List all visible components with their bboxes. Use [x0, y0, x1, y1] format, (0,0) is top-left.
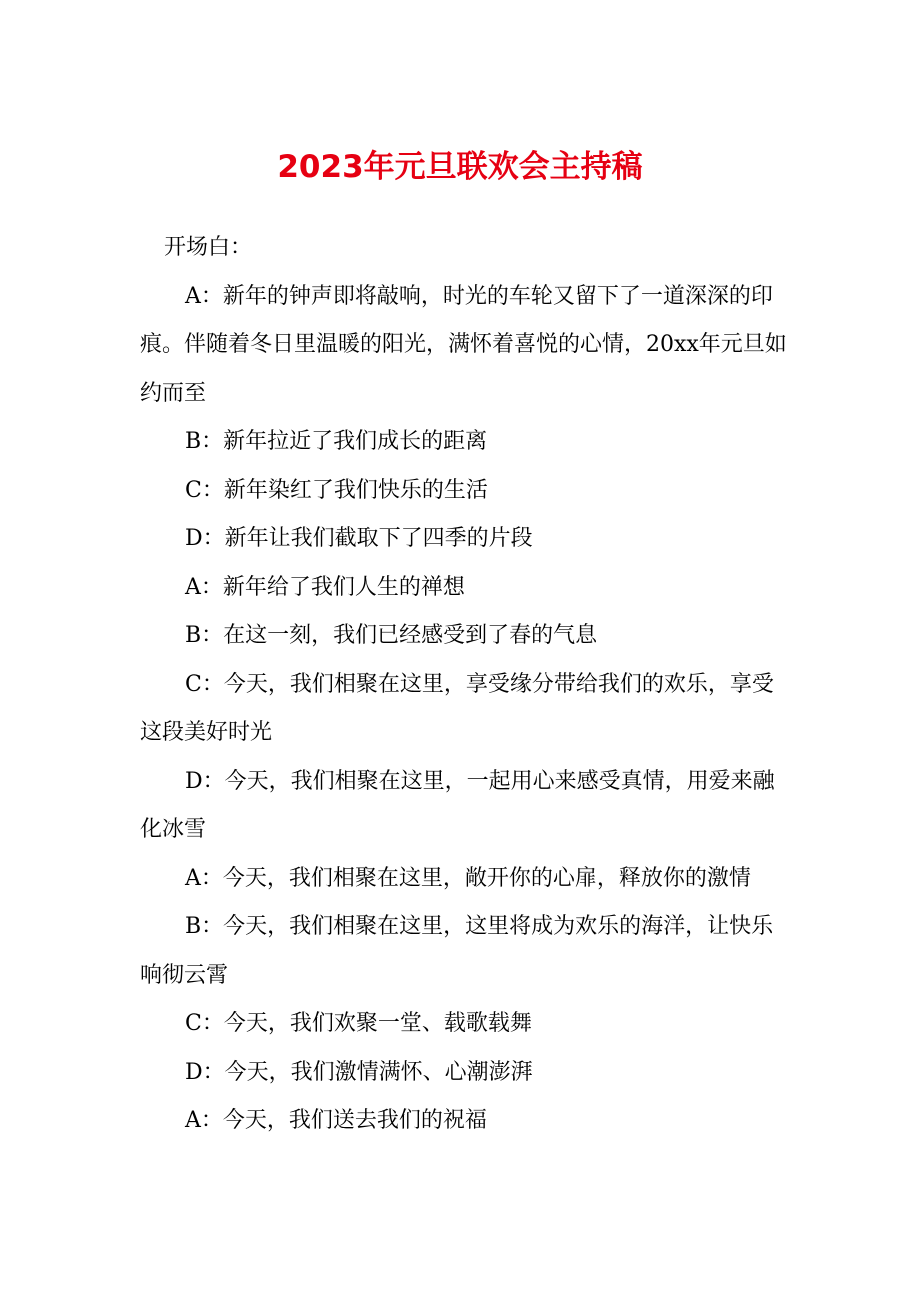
- paragraph: A：新年给了我们人生的禅想: [185, 574, 465, 600]
- document-title: 2023年元旦联欢会主持稿: [277, 149, 643, 185]
- paragraph: C：今天，我们欢聚一堂、载歌载舞: [185, 1011, 532, 1036]
- paragraph: A：新年的钟声即将敲响，时光的车轮又留下了一道深深的印痕。伴随着冬日里温暖的阳光，满怀着喜悦的心情，20xx年元旦如约而至: [140, 283, 787, 406]
- paragraph: D：新年让我们截取下了四季的片段: [185, 526, 533, 551]
- paragraph: B：今天，我们相聚在这里，这里将成为欢乐的海洋，让快乐响彻云霄: [140, 914, 774, 988]
- paragraph: A：今天，我们相聚在这里，敞开你的心扉，释放你的激情: [185, 865, 751, 891]
- paragraph: B：在这一刻，我们已经感受到了春的气息: [185, 623, 598, 648]
- paragraph: D：今天，我们激情满怀、心潮澎湃: [185, 1059, 533, 1085]
- paragraph: D：今天，我们相聚在这里，一起用心来感受真情，用爱来融化冰雪: [140, 768, 775, 842]
- paragraph: A：今天，我们送去我们的祝福: [185, 1108, 487, 1133]
- paragraph: C：今天，我们相聚在这里，享受缘分带给我们的欢乐，享受这段美好时光: [140, 671, 774, 745]
- paragraph-opening: 开场白：: [164, 235, 253, 260]
- paragraph: C：新年染红了我们快乐的生活: [185, 477, 488, 503]
- document-body: [140, 224, 790, 1146]
- paragraph: B：新年拉近了我们成长的距离: [185, 429, 488, 454]
